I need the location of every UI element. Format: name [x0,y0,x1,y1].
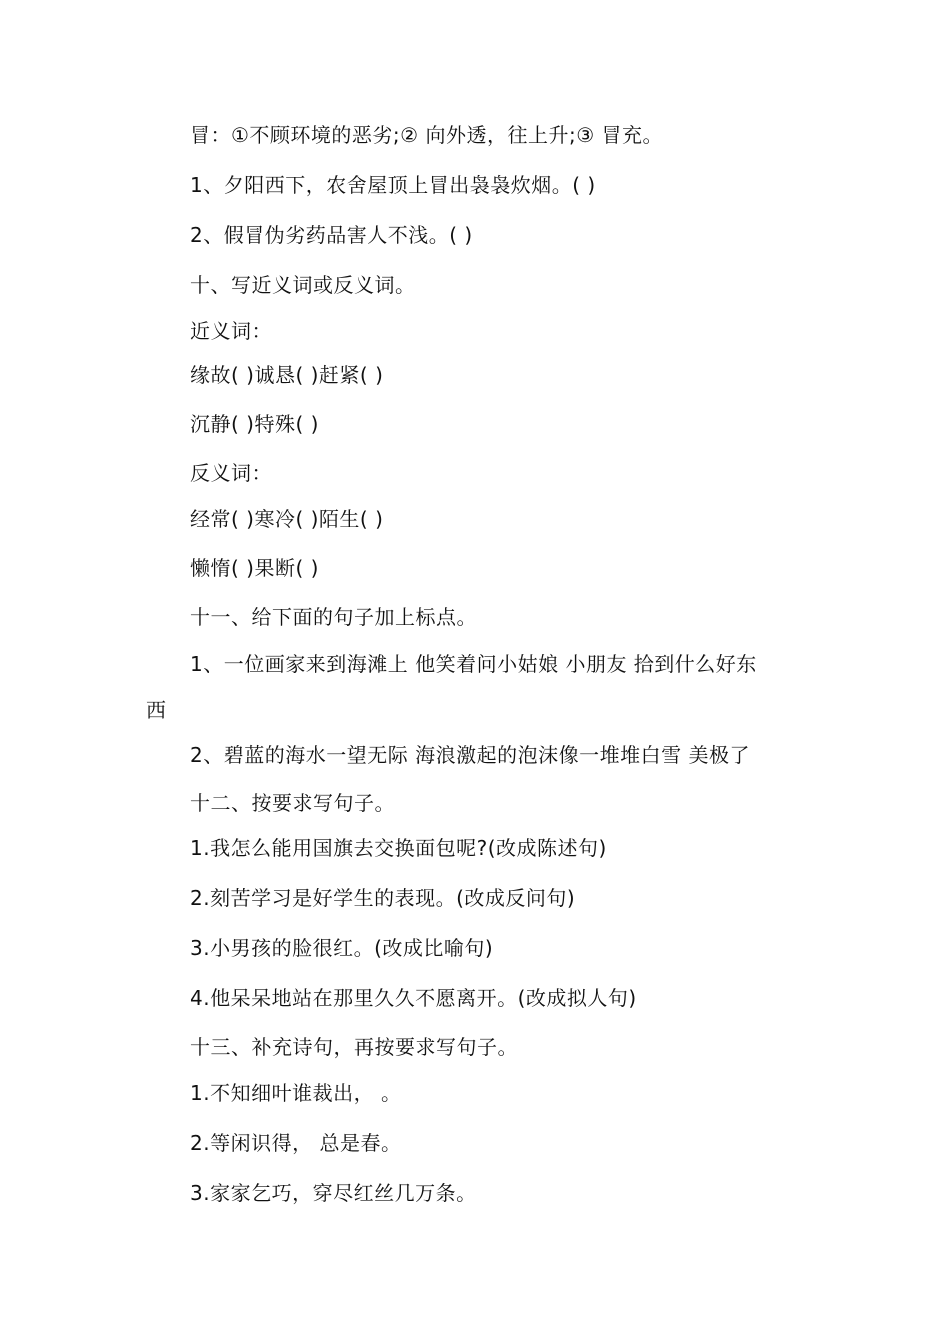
section-heading-10: 十、写近义词或反义词。 [190,273,416,297]
word-list-line: 经常( )寒冷( )陌生( ) [190,507,384,531]
section-heading-12: 十二、按要求写句子。 [190,791,395,815]
definition-mao: 冒：①不顾环境的恶劣;② 向外透，往上升;③ 冒充。 [190,123,663,147]
question-line: 4.他呆呆地站在那里久久不愿离开。(改成拟人句) [190,986,637,1010]
word-list-line: 缘故( )诚恳( )赶紧( ) [190,363,384,387]
question-line: 2.刻苦学习是好学生的表现。(改成反问句) [190,886,576,910]
question-line: 3.小男孩的脸很红。(改成比喻句) [190,936,494,960]
word-list-line: 沉静( )特殊( ) [190,412,319,436]
subheading-synonyms: 近义词： [190,319,272,343]
question-line: 2、假冒伪劣药品害人不浅。( ) [190,223,473,247]
section-heading-11: 十一、给下面的句子加上标点。 [190,605,477,629]
subheading-antonyms: 反义词： [190,461,272,485]
question-line: 1.我怎么能用国旗去交换面包呢?(改成陈述句) [190,836,607,860]
section-heading-13: 十三、补充诗句，再按要求写句子。 [190,1035,518,1059]
poem-line: 2.等闲识得， 总是春。 [190,1131,402,1155]
question-line: 1、一位画家来到海滩上 他笑着问小姑娘 小朋友 拾到什么好东 [190,652,757,676]
word-list-line: 懒惰( )果断( ) [190,556,319,580]
question-line: 2、碧蓝的海水一望无际 海浪激起的泡沫像一堆堆白雪 美极了 [190,743,750,767]
poem-line: 1.不知细叶谁裁出， 。 [190,1081,402,1105]
poem-line: 3.家家乞巧，穿尽红丝几万条。 [190,1181,477,1205]
question-line: 1、夕阳西下，农舍屋顶上冒出袅袅炊烟。( ) [190,173,596,197]
question-line-continuation: 西 [146,698,167,722]
